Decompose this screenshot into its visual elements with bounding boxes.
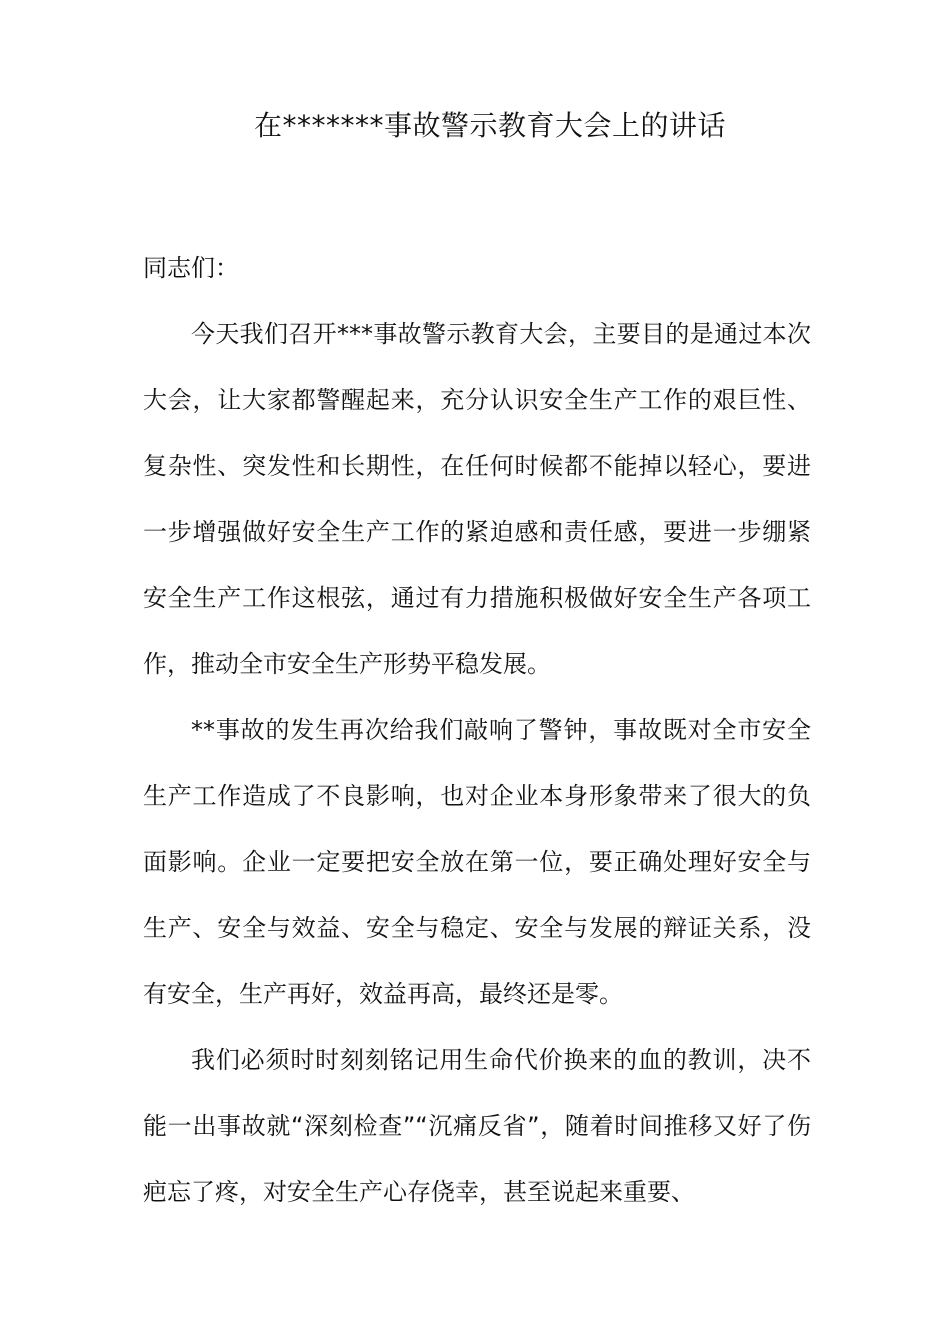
document-title: 在*******事故警示教育大会上的讲话	[253, 109, 726, 142]
document-body	[143, 235, 811, 1225]
paragraph-1: 今天我们召开***事故警示教育大会，主要目的是通过本次大会，让大家都警醒起来，充分认识安全生产工作的艰巨性、复杂性、突发性和长期性，在任何时候都不能掉以轻心，要进一步增强做好安全生产工作的紧迫感和责任感，要进一步绷紧安全生产工作这根弦，通过有力措施积极做好安全生产各项工作，推动全市安全生产形势平稳发展。	[143, 320, 811, 678]
paragraph-2: **事故的发生再次给我们敲响了警钟，事故既对全市安全生产工作造成了不良影响，也对企业本身形象带来了很大的负面影响。企业一定要把安全放在第一位，要正确处理好安全与生产、安全与效益、安全与稳定、安全与发展的辩证关系，没有安全，生产再好，效益再高，最终还是零。	[143, 716, 811, 1008]
salutation: 同志们：	[143, 254, 239, 282]
paragraph-3: 我们必须时时刻刻铭记用生命代价换来的血的教训，决不能一出事故就“深刻检查”“沉痛反省”，随着时间推移又好了伤疤忘了疼，对安全生产心存侥幸，甚至说起来重要、	[143, 1046, 811, 1206]
